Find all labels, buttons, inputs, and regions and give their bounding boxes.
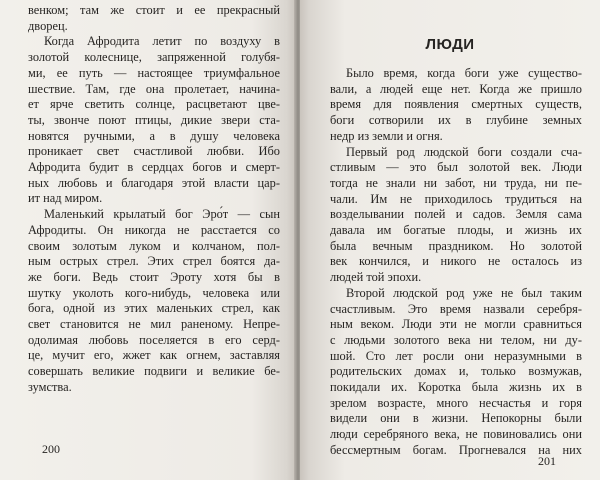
left-page-text-line: Афродита будит в сердцах богов и смерт- (28, 160, 280, 175)
left-page-text-line: своим золотым луком и колчаном, пол- (28, 238, 280, 253)
left-page-text (28, 3, 280, 396)
right-page-text-line: была вечным праздником. Но золотой (330, 238, 582, 253)
right-page-number: 201 (538, 454, 556, 468)
left-page-text-line: бога, одной из этих маленьких стрел, как (28, 301, 280, 316)
right-page-text-line: Было время, когда боги уже существо- (346, 66, 582, 80)
left-page-text-line: венком; там же стоит и ее прекрасный (28, 3, 280, 17)
right-page-text-line: боги сотворили их в глубине земных (330, 113, 582, 128)
right-page-text-line: ным веком. Люди эти не могли сравниться (330, 317, 582, 332)
left-page-text-line: золотой колеснице, запряженной голубя- (28, 50, 280, 65)
right-page-text-line: с людьми золотого века ни телом, ни ду- (330, 332, 582, 347)
left-page-text-line: же боги. Ведь стоит Эроту хотя бы в (28, 269, 280, 284)
right-page-text-line: тогда не знали ни забот, ни труда, ни пе- (330, 175, 582, 190)
right-page-text-line: Первый род людской боги создали сча- (346, 144, 582, 159)
left-page (0, 0, 296, 480)
right-page-text-line: давала им богатые плоды, и жизнь их (330, 223, 582, 238)
right-page-text-line: люди серебряного века, не повиновались они (330, 427, 582, 442)
right-page-text-line: видели они в жизни. Непокорны были (330, 411, 582, 426)
right-page-text-line: бессмертным богам. Прогневался на них (330, 442, 582, 457)
right-page-text-line: шой. Сто лет росли они неразумными в (330, 348, 582, 363)
left-page-text-line: проникает свет счастливой любви. Ибо (28, 144, 280, 159)
right-page-text-line: время для появления смертных существ, (330, 97, 582, 112)
left-page-text-line: ты, звонче поют птицы, дикие звери ста- (28, 112, 280, 127)
right-page-text-line: стливым — это был золотой век. Люди (330, 160, 582, 175)
left-page-text-line: ит над миром. (28, 191, 103, 206)
left-page-text-line: дворец. (28, 18, 68, 33)
right-page-text-line: вали, а людей еще нет. Когда же пришло (330, 81, 582, 96)
left-page-text-line: зумства. (28, 379, 72, 394)
left-page-text-line: новятся ручными, а в душу человека (28, 128, 280, 143)
left-page-text-line: ет ярче светить солнце, расцветают цве- (28, 97, 280, 112)
left-page-text-line: ми, ее путь — настоящее триумфальное (28, 65, 280, 80)
chapter-title: ЛЮДИ (425, 36, 475, 53)
left-page-text-line: це, мучит его, жжет как огнем, заставляя (28, 348, 280, 363)
left-page-text-line: свет становится не мил раненому. Непре- (28, 317, 280, 332)
left-page-text-line: ных любовь и благодаря этой власти цар- (28, 175, 280, 190)
right-page-text-line: недр из земли и огня. (330, 128, 443, 143)
right-page-text-line: век кончился, и никого не осталось из (330, 254, 582, 269)
left-page-text-line: одолимая любовь поселяется в его серд- (28, 332, 280, 347)
left-page-text-line: шествие. Там, где она пролетает, начина- (28, 81, 280, 96)
right-page-text (330, 66, 582, 459)
right-page-text-line: возделывании полей и садов. Земля сама (330, 207, 582, 222)
right-page-text-line: зрелом возрасте, много несчастья и горя (330, 395, 582, 410)
left-page-text-line: совершать великие подвиги и великие бе- (28, 364, 280, 379)
left-page-text-line: Маленький крылатый бог Эро́т — сын (44, 207, 280, 222)
right-page-text-line: родительских домах и, только возмужав, (330, 364, 582, 379)
right-page-text-line: чали. Им не приходилось трудиться на (330, 191, 582, 206)
right-page-text-line: Второй людской род уже не был таким (346, 285, 582, 300)
left-page-text-line: Когда Афродита летит по воздуху в (44, 34, 280, 49)
left-page-text-line: шутку уколоть кого-нибудь, человека или (28, 285, 280, 300)
left-page-text-line: ным острых стрел. Этих стрел боятся да- (28, 254, 280, 269)
right-page-text-line: людей той эпохи. (330, 270, 422, 285)
left-page-number: 200 (42, 442, 60, 456)
right-page (300, 0, 600, 480)
right-page-text-line: счастливым. Это время назвали серебря- (330, 301, 582, 316)
right-page-text-line: покидали их. Коротка была жизнь их в (330, 380, 582, 395)
left-page-text-line: Афродиты. Он никогда не расстается со (28, 222, 280, 237)
